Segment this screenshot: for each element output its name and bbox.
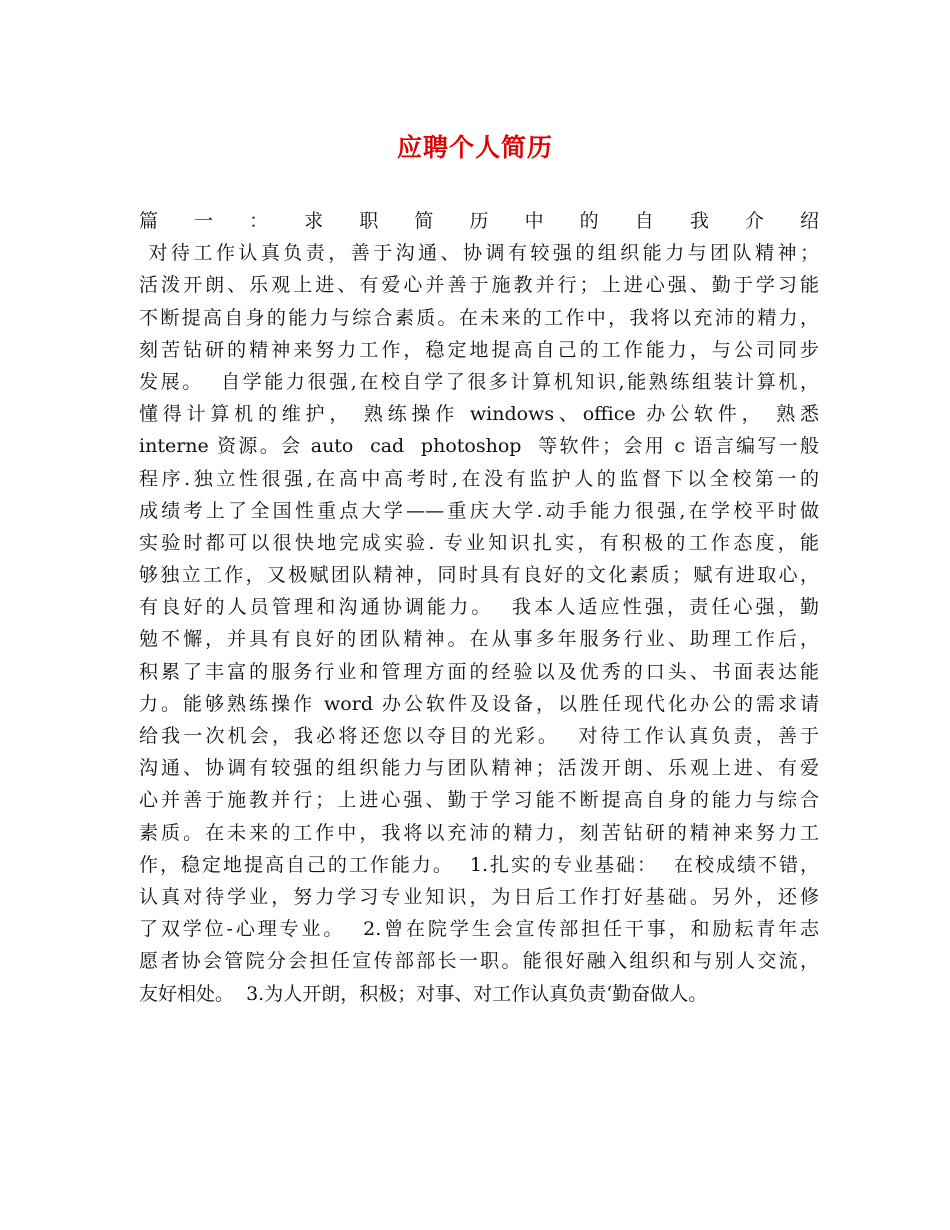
body-line: 沟通、协调有较强的组织能力与团队精神；活泼开朗、乐观上进、有爱 [139, 757, 819, 780]
body-line: interne 资源。会 auto cad photoshop 等软件；会用 c 语言编写一般 [139, 435, 819, 458]
body-line: 有良好的人员管理和沟通协调能力。 我本人适应性强，责任心强，勤 [139, 596, 819, 619]
body-line: 够独立工作，又极赋团队精神，同时具有良好的文化素质；赋有进取心， [139, 564, 819, 587]
body-line: 力。能够熟练操作 word 办公软件及设备，以胜任现代化办公的需求请 [139, 692, 819, 715]
body-line: 刻苦钻研的精神来努力工作，稳定地提高自己的工作能力，与公司同步 [139, 338, 819, 361]
body-line: 程序.独立性很强,在高中高考时,在没有监护人的监督下以全校第一的 [139, 467, 819, 490]
body-line: 活泼开朗、乐观上进、有爱心并善于施教并行；上进心强、勤于学习能 [139, 274, 819, 297]
body-line: 对待工作认真负责，善于沟通、协调有较强的组织能力与团队精神； [139, 242, 819, 265]
body-line: 给我一次机会，我必将还您以夺目的光彩。 对待工作认真负责，善于 [139, 725, 819, 747]
body-line: 了双学位-心理专业。 2.曾在院学生会宣传部担任干事，和励耘青年志 [139, 918, 819, 941]
body-line: 素质。在未来的工作中，我将以充沛的精力，刻苦钻研的精神来努力工 [139, 821, 819, 844]
body-line: 成绩考上了全国性重点大学——重庆大学.动手能力很强,在学校平时做 [139, 499, 819, 522]
body-line: 认真对待学业，努力学习专业知识，为日后工作打好基础。另外，还修 [139, 885, 819, 908]
body-line: 愿者协会管院分会担任宣传部部长一职。能很好融入组织和与别人交流， [139, 950, 819, 973]
body-line: 积累了丰富的服务行业和管理方面的经验以及优秀的口头、书面表达能 [139, 660, 819, 683]
body-line: 心并善于施教并行；上进心强、勤于学习能不断提高自身的能力与综合 [139, 789, 819, 812]
body-line: 懂得计算机的维护， 熟练操作 windows、office 办公软件， 熟悉 [139, 403, 819, 426]
body-line: 勉不懈，并具有良好的团队精神。在从事多年服务行业、助理工作后， [139, 628, 819, 651]
body-line: 篇一：求职简历中的自我介绍 [139, 210, 819, 232]
body-line: 实验时都可以很快地完成实验. 专业知识扎实，有积极的工作态度，能 [139, 531, 819, 554]
body-line: 不断提高自身的能力与综合素质。在未来的工作中，我将以充沛的精力， [139, 306, 819, 329]
body-line: 发展。 自学能力很强,在校自学了很多计算机知识,能熟练组装计算机， [139, 370, 819, 393]
body-line: 友好相处。 3.为人开朗，积极；对事、对工作认真负责‘勤奋做人。 [139, 982, 708, 1005]
body-line: 作，稳定地提高自己的工作能力。 1.扎实的专业基础： 在校成绩不错， [139, 853, 819, 876]
document-body [139, 205, 819, 1010]
document-title: 应聘个人简历 [396, 133, 553, 162]
